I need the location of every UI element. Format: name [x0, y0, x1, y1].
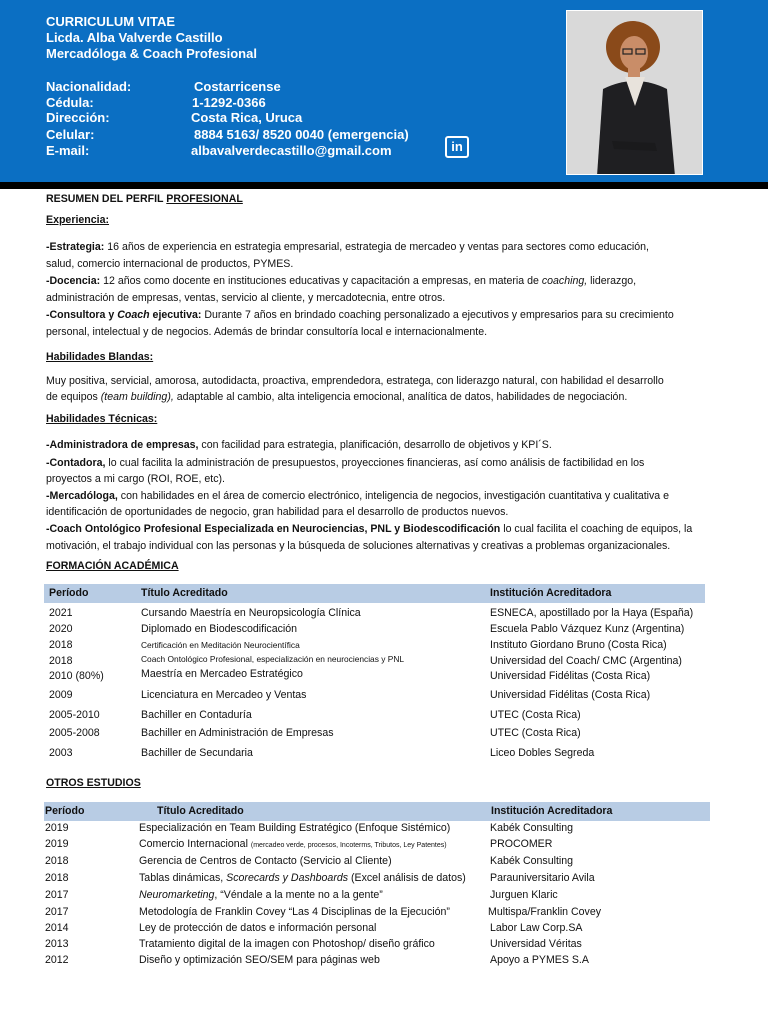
- header-divider: [0, 182, 768, 189]
- merca-line-2: identificación de oportunidades de negocio, gran habilidad para el desarrollo de productos nuevos.: [46, 506, 509, 518]
- contadora-line-1: [46, 455, 644, 472]
- admin-line: [46, 437, 552, 454]
- formacion-table-header: [44, 584, 705, 603]
- row-inst: Multispa/Franklin Covey: [488, 906, 602, 918]
- otros-header-title: Título Acreditado: [157, 805, 244, 817]
- row-title: Coach Ontológico Profesional, especialización en neurociencias y PNL: [141, 654, 405, 664]
- row-title: Licenciatura en Mercadeo y Ventas: [141, 689, 307, 701]
- row-period: 2018: [49, 655, 73, 667]
- row-period: 2018: [45, 872, 69, 884]
- admin-label: -Administradora de empresas,: [46, 439, 199, 451]
- row-inst: Escuela Pablo Vázquez Kunz (Argentina): [490, 623, 685, 635]
- row-period: 2003: [49, 747, 73, 759]
- docencia-label: -Docencia:: [46, 275, 101, 287]
- consultora-label-a: -Consultora y: [46, 309, 118, 321]
- estrategia-line-2: salud, comercio internacional de productos, PYMES.: [46, 258, 294, 270]
- row-title-c: (Excel análisis de datos): [348, 872, 466, 884]
- row-period: 2020: [49, 623, 73, 635]
- blandas-line-1: Muy positiva, servicial, amorosa, autodidacta, proactiva, emprendedora, estratega, con liderazgo natural, con habilidad el desarrollo: [46, 375, 664, 387]
- row-title-b: , “Véndale a la mente no a la gente”: [214, 889, 383, 901]
- resumen-title-a: RESUMEN DEL PERFIL: [46, 193, 164, 205]
- field-value-direccion: Costa Rica, Uruca: [191, 110, 303, 125]
- row-period: 2019: [45, 838, 69, 850]
- formacion-header-inst: Institución Acreditadora: [490, 587, 612, 599]
- subsection-tecnicas: Habilidades Técnicas:: [46, 413, 158, 425]
- row-title: [139, 838, 447, 850]
- row-inst: ESNECA, apostillado por la Haya (España): [490, 607, 694, 619]
- row-inst: Universidad Fidélitas (Costa Rica): [490, 689, 651, 701]
- field-value-email[interactable]: albavalverdecastillo@gmail.com: [191, 143, 392, 158]
- row-inst: Liceo Dobles Segreda: [490, 747, 595, 759]
- row-inst: Kabék Consulting: [490, 855, 574, 867]
- coach-line-2: motivación, el trabajo individual con las personas y la búsqueda de soluciones alternativas y creativas a problemas organizacionales.: [46, 540, 671, 552]
- row-title: Especialización en Team Building Estratégico (Enfoque Sistémico): [139, 822, 451, 834]
- merca-text-1: con habilidades en el área de comercio electrónico, inteligencia de negocios, investigación cuantitativa y cualitativa e: [117, 490, 670, 502]
- field-label-direccion: Dirección:: [46, 110, 110, 125]
- resumen-title-b: PROFESIONAL: [166, 193, 243, 205]
- row-period: 2010 (80%): [49, 670, 104, 682]
- row-period: 2017: [45, 906, 69, 918]
- row-inst: Labor Law Corp.SA: [490, 922, 583, 934]
- otros-header-inst: Institución Acreditadora: [491, 805, 613, 817]
- row-period: 2005-2010: [49, 709, 100, 721]
- section-title-formacion: FORMACIÓN ACADÉMICA: [46, 560, 179, 572]
- row-title: Bachiller de Secundaria: [141, 747, 253, 759]
- row-inst: Universidad Fidélitas (Costa Rica): [490, 670, 651, 682]
- header-banner: [0, 0, 768, 182]
- row-inst: Kabék Consulting: [490, 822, 574, 834]
- row-title: Maestría en Mercadeo Estratégico: [141, 668, 303, 680]
- merca-line-1: [46, 488, 669, 505]
- row-inst: Universidad Véritas: [490, 938, 582, 950]
- row-title-b: Scorecards y Dashboards: [226, 872, 349, 884]
- row-inst: UTEC (Costa Rica): [490, 727, 581, 739]
- admin-text: con facilidad para estrategia, planificación, desarrollo de objetivos y KPI´S.: [198, 439, 552, 451]
- row-inst: Parauniversitario Avila: [490, 872, 595, 884]
- consultora-line-2: personal, intelectual y de negocios. Además de brindar consultoría local e internacionalmente.: [46, 326, 488, 338]
- profile-photo-illustration: [567, 11, 703, 175]
- consultora-text-1: Durante 7 años en brindado coaching personalizado a ejecutivos y empresarios para su crecimiento: [201, 309, 674, 321]
- row-inst: Universidad del Coach/ CMC (Argentina): [490, 655, 682, 667]
- row-title: [139, 872, 466, 884]
- row-title: [139, 889, 383, 901]
- subsection-experiencia: Experiencia:: [46, 214, 110, 226]
- docencia-line-1: [46, 273, 636, 290]
- docencia-text-1c: liderazgo,: [587, 275, 637, 287]
- row-inst: Instituto Giordano Bruno (Costa Rica): [490, 639, 667, 651]
- row-inst: PROCOMER: [490, 838, 553, 850]
- formacion-header-title: Título Acreditado: [141, 587, 228, 599]
- blandas-text-2b: (team building),: [100, 391, 174, 403]
- row-period: 2009: [49, 689, 73, 701]
- row-title: Tratamiento digital de la imagen con Photoshop/ diseño gráfico: [139, 938, 435, 950]
- estrategia-line-1: [46, 239, 649, 256]
- row-period: 2013: [45, 938, 69, 950]
- row-inst: UTEC (Costa Rica): [490, 709, 581, 721]
- otros-table-header: [44, 802, 710, 821]
- docencia-line-2: administración de empresas, ventas, servicio al cliente, y mercadotecnia, entre otros.: [46, 292, 446, 304]
- docencia-text-1a: 12 años como docente en instituciones educativas y capacitación a empresas, en materia de: [100, 275, 542, 287]
- field-value-celular: 8884 5163/ 8520 0040 (emergencia): [194, 127, 409, 142]
- subsection-blandas: Habilidades Blandas:: [46, 351, 154, 363]
- row-period: 2005-2008: [49, 727, 100, 739]
- row-title-a: Neuromarketing: [139, 889, 215, 901]
- row-period: 2014: [45, 922, 69, 934]
- row-title: Diplomado en Biodescodificación: [141, 623, 298, 635]
- docencia-text-1b: coaching,: [541, 275, 588, 287]
- row-title: Gerencia de Centros de Contacto (Servicio al Cliente): [139, 855, 392, 867]
- row-title: Ley de protección de datos e información personal: [139, 922, 377, 934]
- blandas-text-2a: de equipos: [46, 391, 101, 403]
- coach-text-1: lo cual facilita el coaching de equipos, la: [500, 523, 693, 535]
- row-title: Certificación en Meditación Neurocientífica: [141, 640, 300, 650]
- contadora-label: -Contadora,: [46, 457, 106, 469]
- row-title: Metodología de Franklin Covey “Las 4 Disciplinas de la Ejecución”: [139, 906, 450, 918]
- row-title-b: (mercadeo verde, procesos, Incoterms, Tributos, Ley Patentes): [250, 842, 447, 849]
- cv-title: CURRICULUM VITAE: [46, 14, 176, 29]
- person-name: Licda. Alba Valverde Castillo: [46, 30, 223, 45]
- row-period: 2019: [45, 822, 69, 834]
- section-title-resumen: [46, 191, 243, 208]
- contadora-line-2: proyectos a mi cargo (ROI, ROE, etc).: [46, 473, 225, 485]
- row-inst: Apoyo a PYMES S.A: [490, 954, 589, 966]
- row-period: 2018: [49, 639, 73, 651]
- blandas-line-2: [46, 389, 627, 406]
- consultora-label-c: ejecutiva:: [149, 309, 202, 321]
- profile-photo: [566, 10, 703, 175]
- row-period: 2018: [45, 855, 69, 867]
- linkedin-icon[interactable]: in: [445, 136, 469, 158]
- field-label-cedula: Cédula:: [46, 95, 94, 110]
- row-period: 2021: [49, 607, 73, 619]
- row-title: Cursando Maestría en Neuropsicología Clínica: [141, 607, 361, 619]
- consultora-label-b: Coach: [117, 309, 150, 321]
- coach-line-1: [46, 521, 692, 538]
- row-title-a: Comercio Internacional: [139, 838, 251, 850]
- estrategia-text-1: 16 años de experiencia en estrategia empresarial, estrategia de mercadeo y ventas para sectores como educación,: [104, 241, 649, 253]
- field-label-celular: Celular:: [46, 127, 95, 142]
- row-period: 2012: [45, 954, 69, 966]
- row-title: Bachiller en Administración de Empresas: [141, 727, 334, 739]
- merca-label: -Mercadóloga,: [46, 490, 118, 502]
- coach-label: -Coach Ontológico Profesional Especializada en Neurociencias, PNL y Biodescodificación: [46, 523, 501, 535]
- row-title-a: Tablas dinámicas,: [139, 872, 227, 884]
- row-title: Bachiller en Contaduría: [141, 709, 252, 721]
- field-value-cedula: 1-1292-0366: [192, 95, 266, 110]
- contadora-text-1: lo cual facilita la administración de presupuestos, proyecciones financieras, así como análisis de factibilidad en los: [105, 457, 645, 469]
- field-value-nacionalidad: Costarricense: [194, 79, 281, 94]
- otros-header-period: Período: [45, 805, 85, 817]
- row-title: Diseño y optimización SEO/SEM para páginas web: [139, 954, 380, 966]
- formacion-header-period: Período: [49, 587, 89, 599]
- section-title-otros: OTROS ESTUDIOS: [46, 777, 141, 789]
- field-label-nacionalidad: Nacionalidad:: [46, 79, 132, 94]
- person-profession: Mercadóloga & Coach Profesional: [46, 46, 257, 61]
- blandas-text-2c: adaptable al cambio, alta inteligencia emocional, analítica de datos, habilidades de negociación.: [173, 391, 628, 403]
- field-label-email: E-mail:: [46, 143, 90, 158]
- consultora-line-1: [46, 307, 674, 324]
- estrategia-label: -Estrategia:: [46, 241, 105, 253]
- row-inst: Jurguen Klaric: [490, 889, 558, 901]
- row-period: 2017: [45, 889, 69, 901]
